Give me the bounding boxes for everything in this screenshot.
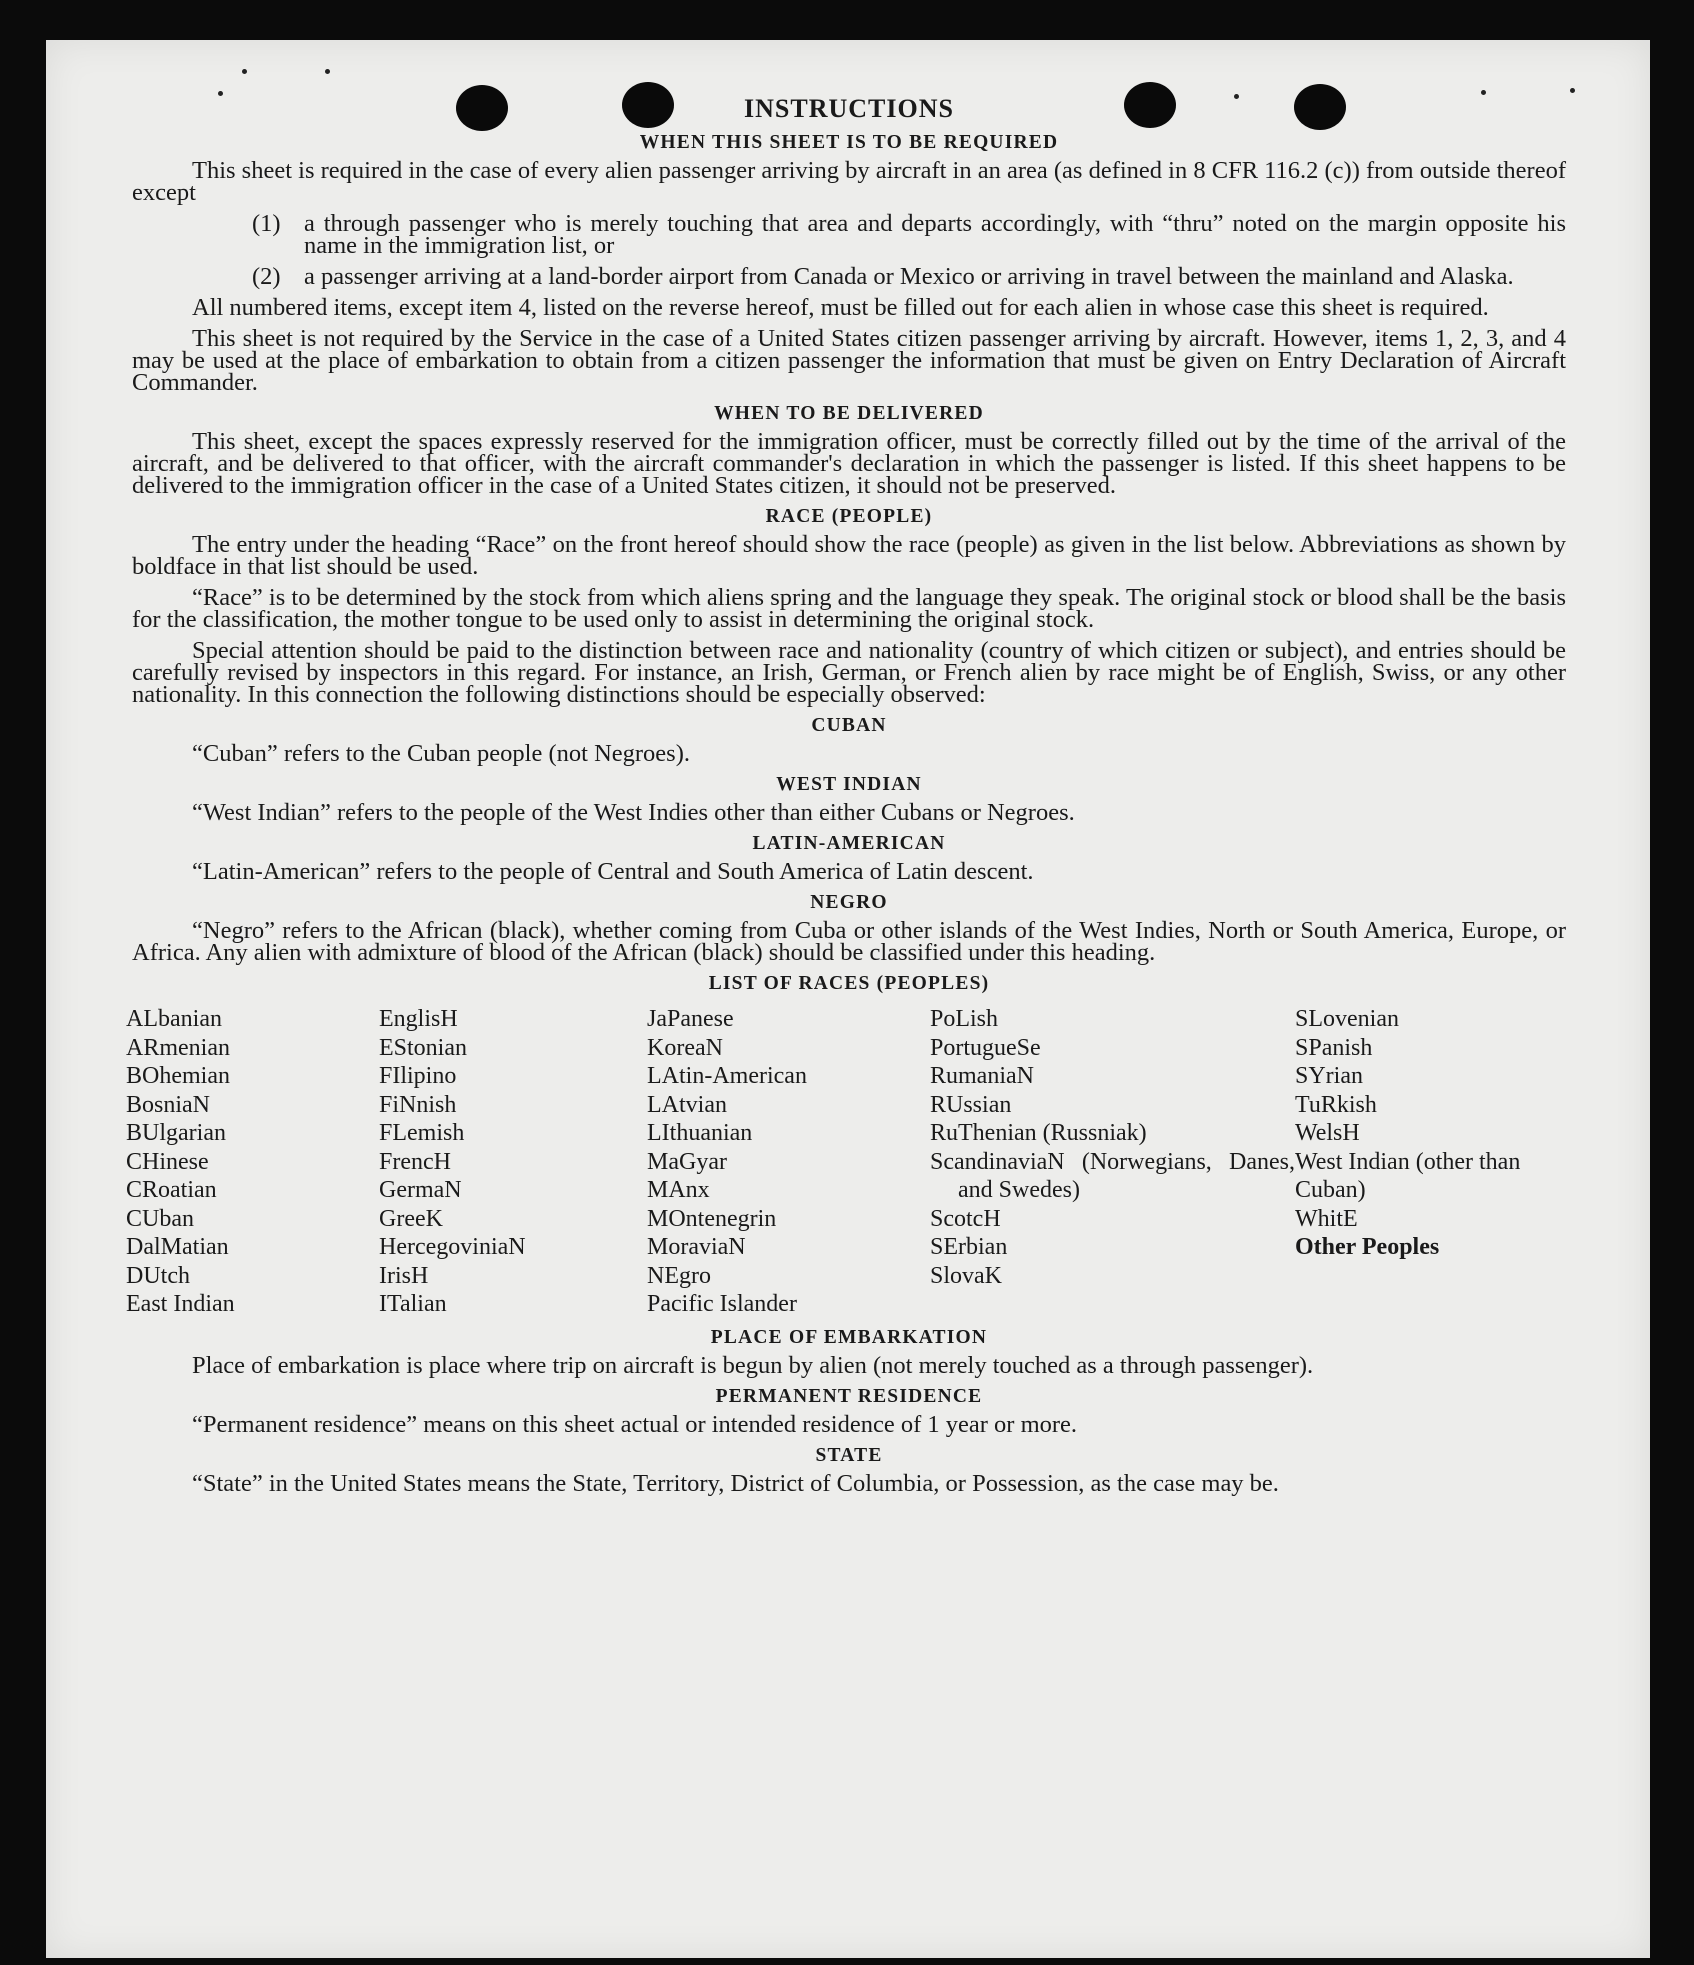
section-heading-required: WHEN THIS SHEET IS TO BE REQUIRED [639,132,1059,153]
race-entry: EStonian [379,1034,467,1061]
race-entry: WhitE [1295,1205,1358,1232]
race-entry: SErbian [930,1234,1008,1260]
race-entry: IrisH [379,1262,429,1289]
race-entry: MaGyar [647,1148,727,1175]
race-entry: BosniaN [126,1091,210,1118]
speck [242,69,247,74]
race-entry: JaPanese [647,1006,734,1032]
paragraph: Special attention should be paid to the distinction between race and nationality (country of which citizen or subject), and entries should be carefully revised by inspectors in this regard. For instance, an Irish, German, or French alien by race might be of English, Swiss, or any other nationality. In this connection the following distinctions should be especially observed: [132,637,1566,708]
race-entry: PortugueSe [930,1034,1041,1061]
race-entry: KoreaN [647,1034,723,1061]
race-entry: MAnx [647,1177,710,1203]
instructions-content [126,94,1566,1504]
race-entry: ScotcH [930,1205,1001,1232]
race-entry: MOntenegrin [647,1205,777,1232]
item-text: a passenger arriving at a land-border airport from Canada or Mexico or arriving in travel between the mainland and Alaska. [304,263,1514,290]
race-column [379,1005,647,1319]
speck [1481,90,1486,95]
race-entry: FiNnish [379,1091,457,1118]
race-entry: CUban [126,1205,194,1232]
race-entry: ITalian [379,1291,447,1317]
paragraph: “State” in the United States means the State, Territory, District of Columbia, or Possession, as the case may be. [192,1469,1279,1497]
paragraph: “Latin-American” refers to the people of Central and South America of Latin descent. [192,858,1034,885]
race-entry: FIlipino [379,1063,457,1089]
section-heading-race-list: LIST OF RACES (PEOPLES) [708,973,990,994]
race-entry: HercegoviniaN [379,1234,526,1260]
section-heading-state: STATE [815,1444,883,1466]
page-title: INSTRUCTIONS [744,94,954,123]
race-entry: West Indian (other than Cuban) [1295,1148,1521,1203]
race-column [126,1005,379,1319]
race-entry: TuRkish [1295,1091,1377,1118]
race-entry: BUlgarian [126,1120,226,1146]
race-entry: PoLish [930,1006,999,1032]
race-entry: LAtvian [647,1091,727,1118]
race-entry: RUssian [930,1091,1012,1118]
race-entry: SLovenian [1295,1006,1399,1032]
race-column [1295,1005,1555,1319]
race-entry: SPanish [1295,1034,1373,1061]
paragraph: “West Indian” refers to the people of the West Indies other than either Cubans or Negroes. [192,799,1075,826]
race-entry: MoraviaN [647,1234,746,1260]
paragraph: “Permanent residence” means on this sheet actual or intended residence of 1 year or more. [192,1410,1078,1438]
paragraph: “Negro” refers to the African (black), whether coming from Cuba or other islands of the West Indies, North or South America, Europe, or Africa. Any alien with admixture of blood of the African (black) should be classified under this heading. [132,917,1566,966]
list-item [132,263,1566,290]
race-column [647,1005,930,1319]
race-entry: SYrian [1295,1063,1363,1089]
race-entry: ScandinaviaN (Norwegians, Danes, and Swedes) [930,1148,1295,1203]
item-number: (2) [252,263,281,290]
race-entry: CRoatian [126,1177,217,1203]
race-entry: WelsH [1295,1120,1360,1146]
paragraph: “Race” is to be determined by the stock from which aliens spring and the language they speak. The original stock or blood shall be the basis for the classification, the mother tongue to be used only to assist in determining the original stock. [132,584,1566,633]
speck [1570,88,1575,93]
paragraph: Place of embarkation is place where trip on aircraft is begun by alien (not merely touched as a through passenger). [192,1351,1314,1379]
race-entry: ARmenian [126,1034,230,1061]
section-heading-embarkation: PLACE OF EMBARKATION [710,1326,988,1348]
section-heading-latin-american: LATIN-AMERICAN [752,833,946,854]
paragraph: The entry under the heading “Race” on the front hereof should show the race (people) as given in the list below. Abbreviations as shown by boldface in that list should be used. [132,531,1566,580]
race-entry: GermaN [379,1177,462,1203]
item-number: (1) [252,210,281,237]
paragraph: All numbered items, except item 4, listed on the reverse hereof, must be filled out for each alien in whose case this sheet is required. [192,294,1489,321]
race-list [126,1005,1566,1319]
race-entry: GreeK [379,1205,443,1232]
race-column [930,1005,1295,1319]
race-entry: LIthuanian [647,1120,753,1146]
section-heading-residence: PERMANENT RESIDENCE [715,1385,983,1407]
race-entry: LAtin-American [647,1063,807,1089]
race-entry: East Indian [126,1291,235,1317]
speck [218,91,223,96]
race-entry: RuThenian (Russniak) [930,1120,1147,1146]
race-entry: FrencH [379,1148,451,1175]
section-heading-race: RACE (PEOPLE) [765,506,933,527]
race-entry: Other Peoples [1295,1234,1440,1260]
paragraph: This sheet, except the spaces expressly reserved for the immigration officer, must be correctly filled out by the time of the arrival of the aircraft, and be delivered to that officer, with the aircraft commander's declaration in which the passenger is listed. If this sheet happens to be delivered to the immigration officer in the case of a United States citizen, it should not be preserved. [132,428,1566,499]
race-entry: BOhemian [126,1063,230,1089]
race-entry: RumaniaN [930,1063,1034,1089]
section-heading-cuban: CUBAN [811,715,887,736]
section-heading-negro: NEGRO [810,892,888,913]
race-entry: EnglisH [379,1006,458,1032]
race-entry: CHinese [126,1148,209,1175]
document-page [46,40,1650,1958]
paragraph: This sheet is not required by the Service in the case of a United States citizen passenger arriving by aircraft. However, items 1, 2, 3, and 4 may be used at the place of embarkation to obtain from a citizen passenger the information that must be given on Entry Declaration of Aircraft Commander. [132,325,1566,396]
race-entry: FLemish [379,1120,465,1146]
race-entry: DUtch [126,1262,190,1289]
race-entry: Pacific Islander [647,1291,797,1317]
race-entry: NEgro [647,1262,711,1289]
list-item [132,210,1566,259]
item-text: a through passenger who is merely touching that area and departs accordingly, with “thru” noted on the margin opposite his name in the immigration list, or [304,210,1566,259]
race-entry: DalMatian [126,1234,229,1260]
paragraph: This sheet is required in the case of every alien passenger arriving by aircraft in an area (as defined in 8 CFR 116.2 (c)) from outside thereof except [132,157,1566,206]
section-heading-west-indian: WEST INDIAN [776,774,922,795]
speck [325,69,330,74]
race-entry: ALbanian [126,1006,222,1032]
race-entry: SlovaK [930,1262,1002,1289]
section-heading-delivered: WHEN TO BE DELIVERED [714,403,984,424]
paragraph: “Cuban” refers to the Cuban people (not Negroes). [192,740,690,767]
